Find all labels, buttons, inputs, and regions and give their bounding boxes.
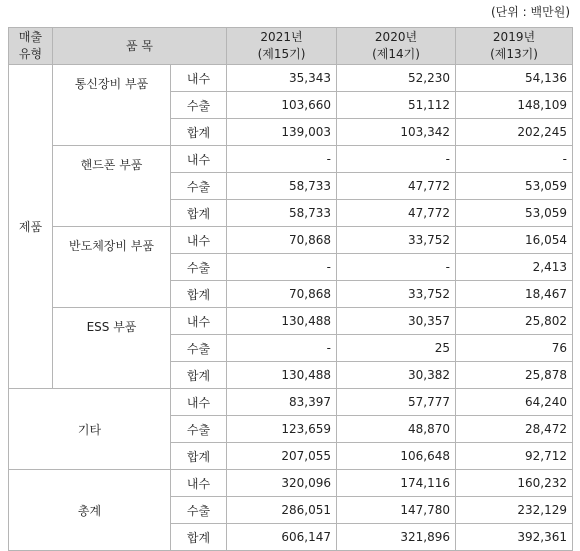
group-name: 통신장비 부품	[53, 65, 171, 146]
table-row	[9, 389, 573, 416]
value-2019: 28,472	[456, 416, 573, 443]
row-kind: 수출	[171, 173, 227, 200]
value-2021: 70,868	[227, 281, 337, 308]
value-2020: -	[337, 146, 456, 173]
value-2021: 35,343	[227, 65, 337, 92]
row-kind: 내수	[171, 470, 227, 497]
value-2020: 52,230	[337, 65, 456, 92]
value-2019: 76	[456, 335, 573, 362]
value-2021: 123,659	[227, 416, 337, 443]
value-2021: 103,660	[227, 92, 337, 119]
row-kind: 수출	[171, 92, 227, 119]
value-2021: 286,051	[227, 497, 337, 524]
category-product: 제품	[9, 65, 53, 389]
sales-table	[8, 27, 573, 551]
value-2020: 25	[337, 335, 456, 362]
row-kind: 내수	[171, 389, 227, 416]
group-name: ESS 부품	[53, 308, 171, 389]
value-2020: 57,777	[337, 389, 456, 416]
value-2021: 70,868	[227, 227, 337, 254]
value-2019: 92,712	[456, 443, 573, 470]
header-year-2019: 2019년 (제13기)	[456, 28, 573, 65]
unit-label: (단위 : 백만원)	[491, 5, 570, 19]
value-2019: 2,413	[456, 254, 573, 281]
value-2021: 130,488	[227, 308, 337, 335]
row-kind: 합계	[171, 443, 227, 470]
value-2019: 16,054	[456, 227, 573, 254]
value-2019: -	[456, 146, 573, 173]
value-2021: 207,055	[227, 443, 337, 470]
value-2021: 58,733	[227, 173, 337, 200]
group-name: 반도체장비 부품	[53, 227, 171, 308]
value-2020: 33,752	[337, 227, 456, 254]
row-kind: 합계	[171, 200, 227, 227]
value-2020: -	[337, 254, 456, 281]
table-row	[9, 470, 573, 497]
value-2021: 139,003	[227, 119, 337, 146]
value-2021: 83,397	[227, 389, 337, 416]
value-2019: 64,240	[456, 389, 573, 416]
value-2019: 53,059	[456, 200, 573, 227]
value-2020: 48,870	[337, 416, 456, 443]
header-sales-type: 매출 유형	[9, 28, 53, 65]
value-2019: 54,136	[456, 65, 573, 92]
row-kind: 수출	[171, 254, 227, 281]
row-kind: 합계	[171, 119, 227, 146]
value-2020: 47,772	[337, 173, 456, 200]
group-name: 핸드폰 부품	[53, 146, 171, 227]
header-year-2020: 2020년 (제14기)	[337, 28, 456, 65]
row-kind: 수출	[171, 416, 227, 443]
value-2021: 58,733	[227, 200, 337, 227]
value-2019: 392,361	[456, 524, 573, 551]
row-kind: 내수	[171, 227, 227, 254]
value-2020: 30,382	[337, 362, 456, 389]
value-2019: 202,245	[456, 119, 573, 146]
value-2020: 51,112	[337, 92, 456, 119]
table-row	[9, 65, 573, 92]
row-kind: 합계	[171, 281, 227, 308]
value-2020: 147,780	[337, 497, 456, 524]
header-item: 품 목	[53, 28, 227, 65]
row-kind: 수출	[171, 497, 227, 524]
row-kind: 합계	[171, 524, 227, 551]
value-2019: 232,129	[456, 497, 573, 524]
value-2021: 130,488	[227, 362, 337, 389]
value-2020: 33,752	[337, 281, 456, 308]
row-kind: 내수	[171, 146, 227, 173]
group-name: 기타	[9, 389, 171, 470]
value-2019: 25,878	[456, 362, 573, 389]
value-2020: 321,896	[337, 524, 456, 551]
table-row	[9, 146, 573, 173]
value-2021: -	[227, 335, 337, 362]
header-year-2021: 2021년 (제15기)	[227, 28, 337, 65]
value-2019: 25,802	[456, 308, 573, 335]
total-label: 총계	[9, 470, 171, 551]
value-2020: 47,772	[337, 200, 456, 227]
row-kind: 내수	[171, 65, 227, 92]
row-kind: 내수	[171, 308, 227, 335]
table-row	[9, 227, 573, 254]
value-2021: 320,096	[227, 470, 337, 497]
table-header-row	[9, 28, 573, 65]
table-row	[9, 308, 573, 335]
value-2020: 106,648	[337, 443, 456, 470]
value-2021: -	[227, 254, 337, 281]
value-2019: 148,109	[456, 92, 573, 119]
value-2019: 18,467	[456, 281, 573, 308]
value-2020: 103,342	[337, 119, 456, 146]
value-2019: 160,232	[456, 470, 573, 497]
value-2020: 30,357	[337, 308, 456, 335]
value-2019: 53,059	[456, 173, 573, 200]
value-2021: 606,147	[227, 524, 337, 551]
row-kind: 합계	[171, 362, 227, 389]
value-2020: 174,116	[337, 470, 456, 497]
row-kind: 수출	[171, 335, 227, 362]
value-2021: -	[227, 146, 337, 173]
